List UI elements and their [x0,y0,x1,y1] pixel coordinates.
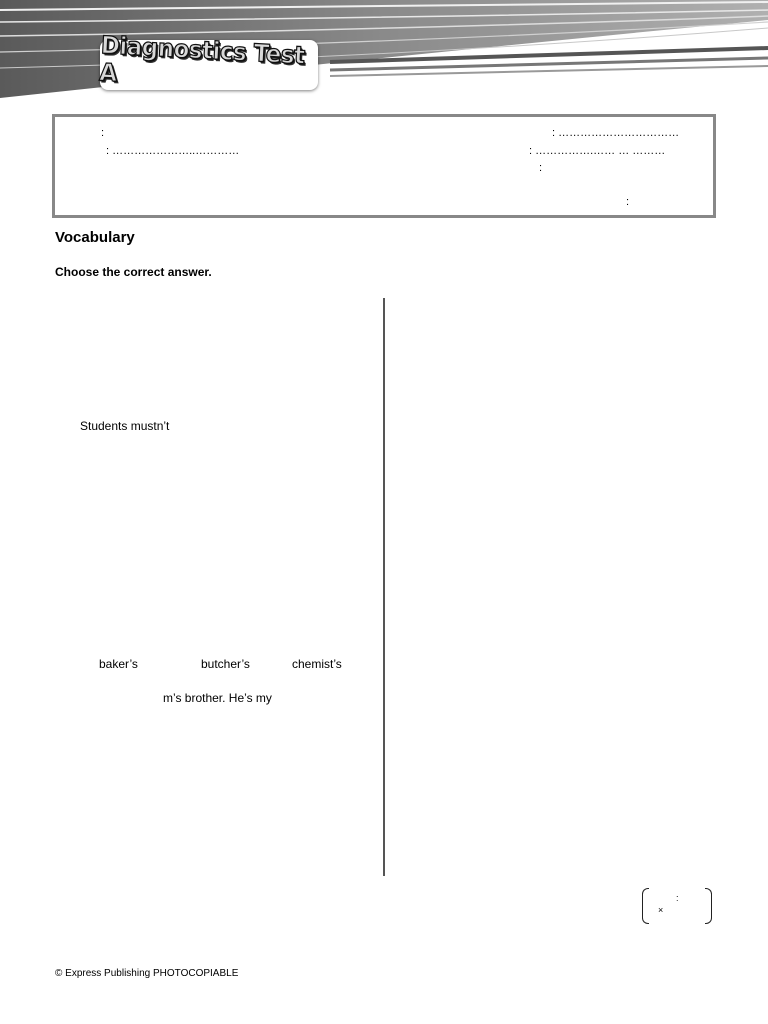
page-title: Diagnostics Test A [98,32,306,88]
column-divider [383,298,385,876]
option-b: butcher’s [201,657,250,671]
student-info-box [52,114,716,218]
info-name-field: : [101,127,105,139]
title-tab [98,32,318,90]
question-brother: m’s brother. He’s my [163,691,272,705]
info-year-field: : …………….…… … ……… [529,145,666,157]
info-class-field: : …………………..………… [106,145,240,157]
option-c: chemist’s [292,657,342,671]
question-students: Students mustn’t [80,419,170,433]
score-bracket-left [642,888,649,924]
footer-copyright: © Express Publishing PHOTOCOPIABLE [55,968,239,979]
info-date-field: : …………………………… [552,127,680,139]
option-a: baker’s [99,657,138,671]
score-box [640,888,714,924]
section-title: Vocabulary [55,229,135,246]
info-total-field: : [626,196,630,208]
score-colon: : [676,893,679,903]
score-times: × [658,905,664,915]
instruction-text: Choose the correct answer. [55,265,212,279]
info-mark-field: : [539,162,543,174]
score-bracket-right [705,888,712,924]
